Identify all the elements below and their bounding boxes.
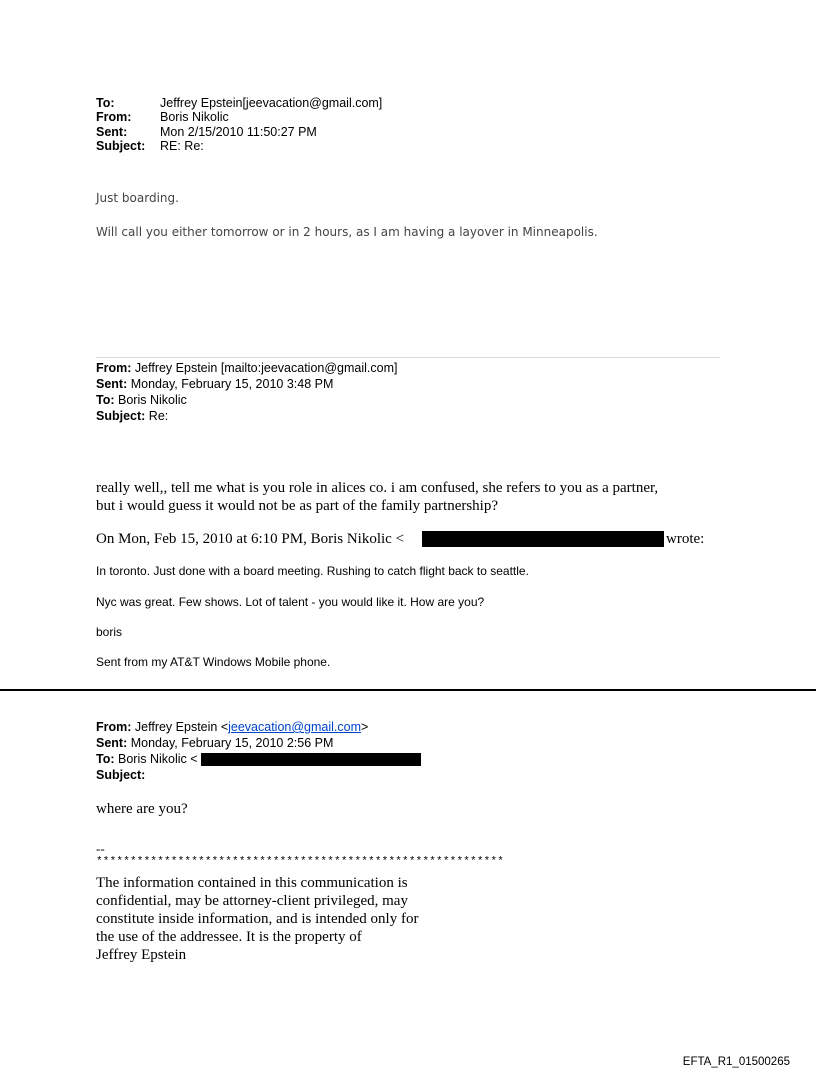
quoted1-subject-row <box>96 408 397 424</box>
quoted1-to-value: Boris Nikolic <box>114 393 187 407</box>
quoted1-from-label: From: <box>96 361 132 375</box>
disclaimer <box>96 874 456 964</box>
quoted2-line-4: Sent from my AT&T Windows Mobile phone. <box>96 655 331 669</box>
quoted3-to-label: To: <box>96 752 115 766</box>
from-value: Boris Nikolic <box>160 110 229 125</box>
quoted2-line-2: Nyc was great. Few shows. Lot of talent - you would like it. How are you? <box>96 595 485 609</box>
reply-line-1: Just boarding. <box>96 191 179 205</box>
reply-line-2: Will call you either tomorrow or in 2 hours, as I am having a layover in Minneapolis. <box>96 225 598 239</box>
on-date-line <box>96 530 404 548</box>
sent-label: Sent: <box>96 124 128 139</box>
from-row <box>96 110 382 124</box>
disclaimer-line-5: Jeffrey Epstein <box>96 947 187 963</box>
quoted1-from-row <box>96 360 397 376</box>
to-value: Jeffrey Epstein[jeevacation@gmail.com] <box>160 96 383 110</box>
redaction-bar <box>422 531 664 547</box>
quoted1-header <box>96 360 397 424</box>
subject-row <box>96 139 382 153</box>
wrote-label: wrote: <box>666 531 705 547</box>
quoted1-sent-value: Monday, February 15, 2010 3:48 PM <box>127 377 334 391</box>
quoted1-subject-value: Re: <box>145 409 169 423</box>
email-header <box>96 96 382 154</box>
quoted2-line-3: boris <box>96 625 123 639</box>
from-label: From: <box>96 110 132 125</box>
quoted1-body-line-2: but i would guess it would not be as part of the family partnership? <box>96 498 499 514</box>
quoted1-to-row <box>96 392 397 408</box>
quoted3-header <box>96 719 368 783</box>
separator-line <box>96 357 720 358</box>
quoted3-subject-row <box>96 767 368 783</box>
section-divider <box>0 689 816 691</box>
signature-stars: ************************************************************ <box>96 856 505 868</box>
subject-label: Subject: <box>96 139 146 154</box>
disclaimer-line-2: confidential, may be attorney-client privileged, may <box>96 893 408 909</box>
sent-value: Mon 2/15/2010 11:50:27 PM <box>160 124 317 139</box>
quoted3-from-label: From: <box>96 720 132 734</box>
quoted1-body-line-1: really well,, tell me what is you role in alices co. i am confused, she refers to you as a partner, <box>96 480 659 496</box>
sent-row <box>96 125 382 139</box>
quoted3-from-suffix: > <box>361 720 369 734</box>
subject-value: RE: Re: <box>160 139 204 154</box>
quoted1-body <box>96 479 736 515</box>
quoted1-subject-label: Subject: <box>96 409 146 423</box>
quoted3-sent-label: Sent: <box>96 736 128 750</box>
to-label: To: <box>96 96 115 110</box>
quoted1-to-label: To: <box>96 393 115 407</box>
on-date-prefix: On Mon, Feb 15, 2010 at 6:10 PM, Boris Nikolic < <box>96 531 405 547</box>
quoted1-from-value: Jeffrey Epstein [mailto:jeevacation@gmail.com] <box>131 361 398 375</box>
document-id: EFTA_R1_01500265 <box>682 1056 790 1068</box>
quoted3-body: where are you? <box>96 801 188 817</box>
quoted1-sent-label: Sent: <box>96 377 128 391</box>
disclaimer-line-3: constitute inside information, and is intended only for <box>96 911 419 927</box>
quoted3-sent-row <box>96 735 368 751</box>
disclaimer-line-1: The information contained in this communication is <box>96 875 408 891</box>
disclaimer-line-4: the use of the addressee. It is the property of <box>96 929 362 945</box>
quoted3-subject-label: Subject: <box>96 768 146 782</box>
quoted3-to-value: Boris Nikolic < <box>114 752 198 766</box>
quoted3-from-email-link[interactable]: jeevacation@gmail.com <box>228 720 362 734</box>
to-row <box>96 96 382 110</box>
quoted3-from-prefix: Jeffrey Epstein < <box>131 720 229 734</box>
quoted3-sent-value: Monday, February 15, 2010 2:56 PM <box>127 736 334 750</box>
redaction-bar-2 <box>201 753 421 766</box>
signature-dash: -- <box>96 841 105 856</box>
quoted3-from-row <box>96 719 368 735</box>
quoted1-sent-row <box>96 376 397 392</box>
quoted2-line-1: In toronto. Just done with a board meeting. Rushing to catch flight back to seattle. <box>96 564 529 578</box>
